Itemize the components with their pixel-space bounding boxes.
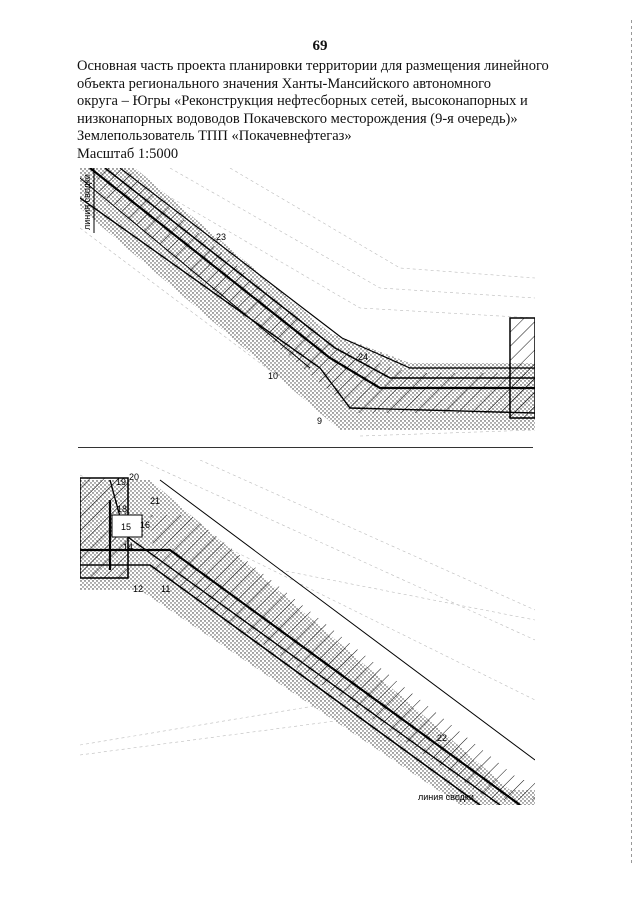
header-line-4: низконапорных водоводов Покачевского месторождения (9-я очередь)» [77, 110, 518, 127]
map-separator [78, 447, 533, 448]
header-line-5: Землепользователь ТПП «Покачевнефтегаз» [77, 128, 352, 144]
document-header [77, 58, 577, 163]
site-block [510, 318, 535, 418]
pipeline-hatched-strip [150, 515, 535, 800]
scale-label: Масштаб 1:5000 [77, 145, 179, 162]
page-number: 69 [312, 38, 328, 54]
pipeline-hatched-strip [95, 168, 535, 413]
header-line-1: Основная часть проекта планировки территории для размещения линейного [77, 58, 549, 74]
label-15: 15 [121, 522, 132, 532]
label-10: 10 [268, 371, 279, 381]
join-line-label: линия сводки [418, 792, 474, 802]
planning-map-top [80, 168, 535, 446]
label-24: 24 [358, 352, 369, 362]
label-21: 21 [150, 496, 161, 506]
label-16: 16 [140, 520, 151, 530]
label-19: 19 [116, 477, 127, 487]
page-edge-line [631, 20, 632, 865]
label-23: 23 [216, 232, 227, 242]
label-22: 22 [437, 733, 448, 743]
join-line-label: линия сводки [82, 174, 92, 230]
label-11: 11 [161, 584, 171, 594]
label-18: 18 [117, 504, 128, 514]
label-14: 14 [123, 542, 134, 552]
header-line-2: объекта регионального значения Ханты-Мансийского автономного [77, 75, 491, 92]
label-9: 9 [317, 416, 323, 426]
planning-map-bottom [80, 460, 535, 805]
header-line-3: округа – Югры «Реконструкция нефтесборных сетей, высоконапорных и [77, 93, 528, 109]
label-12: 12 [133, 584, 144, 594]
label-20: 20 [129, 472, 140, 482]
